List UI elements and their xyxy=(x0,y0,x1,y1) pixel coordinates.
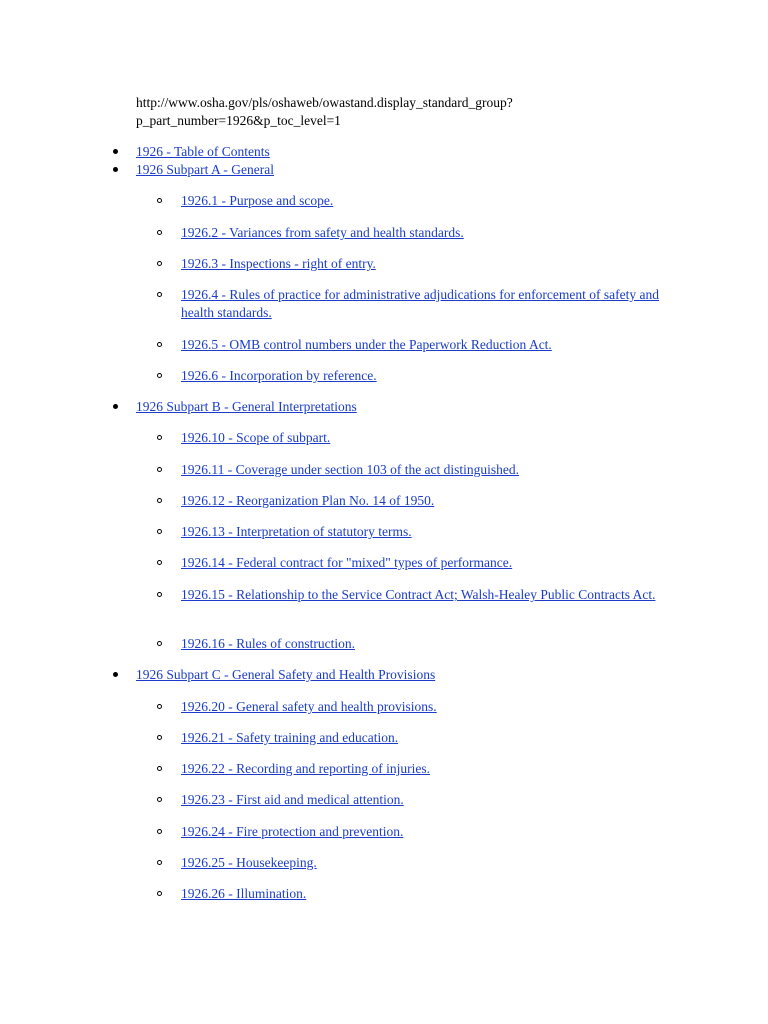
circle-bullet-icon xyxy=(157,498,162,503)
section-link-1926-16[interactable]: 1926.16 - Rules of construction. xyxy=(181,636,355,651)
source-url-line: http://www.osha.gov/pls/oshaweb/owastand.display_standard_group? xyxy=(136,95,513,110)
section-link-1926-20[interactable]: 1926.20 - General safety and health provisions. xyxy=(181,699,437,714)
bullet-icon xyxy=(113,672,118,677)
circle-bullet-icon xyxy=(157,198,162,203)
source-url xyxy=(136,94,616,130)
circle-bullet-icon xyxy=(157,860,162,865)
circle-bullet-icon xyxy=(157,829,162,834)
circle-bullet-icon xyxy=(157,735,162,740)
section-link-1926-22[interactable]: 1926.22 - Recording and reporting of injuries. xyxy=(181,761,430,776)
section-link-1926-23[interactable]: 1926.23 - First aid and medical attention. xyxy=(181,792,404,807)
circle-bullet-icon xyxy=(157,373,162,378)
circle-bullet-icon xyxy=(157,467,162,472)
circle-bullet-icon xyxy=(157,891,162,896)
section-link-1926-4[interactable]: 1926.4 - Rules of practice for administrative adjudications for enforcement of safety and health standards. xyxy=(181,287,659,320)
section-link-1926-10[interactable]: 1926.10 - Scope of subpart. xyxy=(181,430,331,445)
section-link-1926-5[interactable]: 1926.5 - OMB control numbers under the Paperwork Reduction Act. xyxy=(181,337,552,352)
section-link-1926-11[interactable]: 1926.11 - Coverage under section 103 of the act distinguished. xyxy=(181,462,520,477)
circle-bullet-icon xyxy=(157,292,162,297)
section-link-1926-25[interactable]: 1926.25 - Housekeeping. xyxy=(181,855,317,870)
section-link-1926-1[interactable]: 1926.1 - Purpose and scope. xyxy=(181,193,334,208)
source-url-line: p_part_number=1926&p_toc_level=1 xyxy=(136,113,341,128)
section-link-1926-2[interactable]: 1926.2 - Variances from safety and health standards. xyxy=(181,225,464,240)
toc-link-subpart-a[interactable]: 1926 Subpart A - General xyxy=(136,162,274,177)
toc-link-table-of-contents[interactable]: 1926 - Table of Contents xyxy=(136,144,270,159)
bullet-icon xyxy=(113,404,118,409)
section-link-1926-15[interactable]: 1926.15 - Relationship to the Service Contract Act; Walsh-Healey Public Contracts Act. xyxy=(181,587,656,602)
section-link-1926-24[interactable]: 1926.24 - Fire protection and prevention. xyxy=(181,824,404,839)
section-link-1926-21[interactable]: 1926.21 - Safety training and education. xyxy=(181,730,399,745)
toc-link-subpart-c[interactable]: 1926 Subpart C - General Safety and Health Provisions xyxy=(136,667,436,682)
circle-bullet-icon xyxy=(157,592,162,597)
section-link-1926-26[interactable]: 1926.26 - Illumination. xyxy=(181,886,307,901)
section-link-1926-12[interactable]: 1926.12 - Reorganization Plan No. 14 of 1950. xyxy=(181,493,435,508)
section-link-1926-13[interactable]: 1926.13 - Interpretation of statutory terms. xyxy=(181,524,412,539)
section-link-1926-3[interactable]: 1926.3 - Inspections - right of entry. xyxy=(181,256,376,271)
circle-bullet-icon xyxy=(157,560,162,565)
section-link-1926-14[interactable]: 1926.14 - Federal contract for "mixed" types of performance. xyxy=(181,555,513,570)
circle-bullet-icon xyxy=(157,704,162,709)
section-link-1926-6[interactable]: 1926.6 - Incorporation by reference. xyxy=(181,368,377,383)
circle-bullet-icon xyxy=(157,529,162,534)
circle-bullet-icon xyxy=(157,230,162,235)
circle-bullet-icon xyxy=(157,641,162,646)
circle-bullet-icon xyxy=(157,797,162,802)
bullet-icon xyxy=(113,149,118,154)
circle-bullet-icon xyxy=(157,261,162,266)
bullet-icon xyxy=(113,167,118,172)
circle-bullet-icon xyxy=(157,766,162,771)
circle-bullet-icon xyxy=(157,435,162,440)
toc-link-subpart-b[interactable]: 1926 Subpart B - General Interpretations xyxy=(136,399,357,414)
circle-bullet-icon xyxy=(157,342,162,347)
